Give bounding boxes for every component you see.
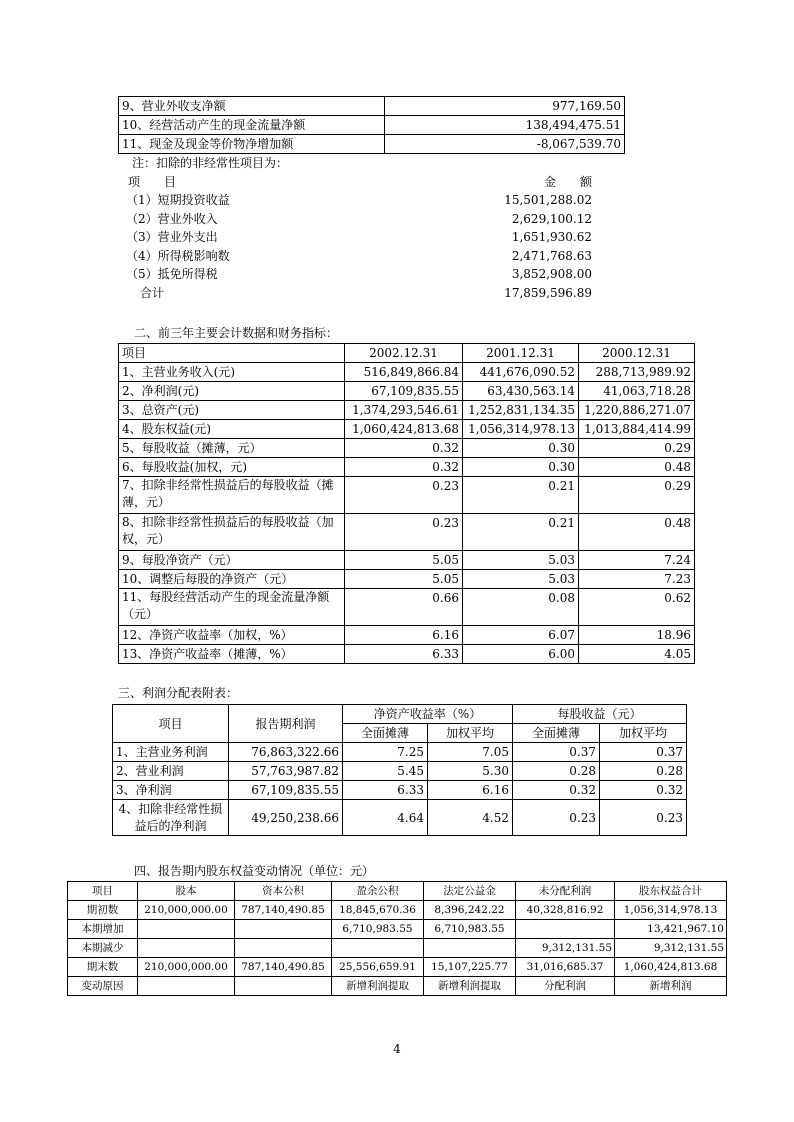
- cell-value: 0.30: [463, 439, 579, 458]
- note-total-value: 17,859,596.89: [504, 285, 592, 300]
- cell-value: 0.32: [345, 458, 463, 477]
- table-row: [113, 800, 687, 836]
- section3-heading: 三、利润分配表附表：: [118, 686, 239, 700]
- note-item: [118, 265, 598, 284]
- column-header: 股本: [138, 882, 235, 901]
- cell-value: [235, 939, 332, 958]
- row-label: 13、净资产收益率（摊薄，%）: [119, 645, 345, 664]
- column-header: 2002.12.31: [345, 344, 463, 363]
- cell-value: 49,250,238.66: [229, 800, 343, 836]
- cell-value: 1,252,831,134.35: [463, 401, 579, 420]
- cell-value: 57,763,987.82: [229, 762, 343, 781]
- note-total: [118, 284, 598, 303]
- note-header: [118, 173, 598, 192]
- cell-value: 15,107,225.77: [424, 958, 516, 977]
- note-item: [118, 191, 598, 210]
- cell-value: 5.45: [343, 762, 428, 781]
- cell-value: 18,845,670.36: [332, 901, 424, 920]
- note-item-value: 2,629,100.12: [511, 211, 592, 226]
- profit-distribution-table: [112, 704, 687, 836]
- section4-heading: 四、报告期内股东权益变动情况（单位：元）: [134, 864, 375, 878]
- column-header: 每股收益（元）: [513, 705, 687, 724]
- cell-value: 新增利润: [615, 977, 727, 996]
- cell-value: [332, 939, 424, 958]
- cell-value: [235, 977, 332, 996]
- row-label: 8、扣除非经常性损益后的每股收益（加权，元）: [119, 514, 345, 551]
- row-value: -8,067,539.70: [385, 135, 625, 154]
- column-header: 2001.12.31: [463, 344, 579, 363]
- cell-value: 5.03: [463, 570, 579, 589]
- cell-value: 67,109,835.55: [229, 781, 343, 800]
- note-item: [118, 210, 598, 229]
- cell-value: 4.05: [579, 645, 695, 664]
- column-header: 报告期利润: [229, 705, 343, 743]
- cell-value: 9,312,131.55: [615, 939, 727, 958]
- table-row: [68, 920, 727, 939]
- cell-value: 1,056,314,978.13: [463, 420, 579, 439]
- table-row: [68, 977, 727, 996]
- row-label: 7、扣除非经常性损益后的每股收益（摊薄，元）: [119, 477, 345, 514]
- row-label: 11、现金及现金等价物净增加额: [119, 135, 385, 154]
- cell-value: 76,863,322.66: [229, 743, 343, 762]
- table-row: [119, 551, 695, 570]
- row-value: 138,494,475.51: [385, 116, 625, 135]
- cell-value: 5.05: [345, 570, 463, 589]
- table-row: [119, 626, 695, 645]
- cell-value: [235, 920, 332, 939]
- note-item-value: 3,852,908.00: [511, 267, 592, 281]
- cell-value: 1,374,293,546.61: [345, 401, 463, 420]
- note-total-label: 合计: [140, 285, 165, 300]
- cell-value: 5.30: [428, 762, 513, 781]
- cell-value: 分配利润: [516, 977, 615, 996]
- note-item-label: （4）所得税影响数: [126, 248, 230, 263]
- cell-value: 0.30: [463, 458, 579, 477]
- cell-value: 6,710,983.55: [332, 920, 424, 939]
- table-row: [68, 958, 727, 977]
- cell-value: 0.37: [600, 743, 687, 762]
- row-label: 期末数: [68, 958, 138, 977]
- row-label: 6、每股收益(加权，元): [119, 458, 345, 477]
- column-header: 项目: [68, 882, 138, 901]
- note-item-label: （3）营业外支出: [126, 230, 218, 244]
- cell-value: 210,000,000.00: [138, 958, 235, 977]
- column-header: 法定公益金: [424, 882, 516, 901]
- cell-value: 288,713,989.92: [579, 363, 695, 382]
- table-row: [113, 781, 687, 800]
- row-label: 11、每股经营活动产生的现金流量净额（元）: [119, 589, 345, 626]
- cell-value: 6.33: [343, 781, 428, 800]
- row-label: 变动原因: [68, 977, 138, 996]
- cell-value: 0.32: [513, 781, 600, 800]
- row-label: 4、股东权益(元): [119, 420, 345, 439]
- cell-value: 0.21: [463, 514, 579, 551]
- cell-value: 13,421,967.10: [615, 920, 727, 939]
- table-row: [119, 382, 695, 401]
- table-row: [119, 439, 695, 458]
- cell-value: 4.52: [428, 800, 513, 836]
- cell-value: 9,312,131.55: [516, 939, 615, 958]
- row-label: 期初数: [68, 901, 138, 920]
- column-header: 盈余公积: [332, 882, 424, 901]
- cell-value: 441,676,090.52: [463, 363, 579, 382]
- row-value: 977,169.50: [385, 97, 625, 116]
- column-subheader: 加权平均: [428, 724, 513, 743]
- column-header: 股东权益合计: [615, 882, 727, 901]
- cashflow-summary-table: [118, 96, 625, 154]
- cell-value: 787,140,490.85: [235, 901, 332, 920]
- cell-value: 0.29: [579, 439, 695, 458]
- cell-value: 1,220,886,271.07: [579, 401, 695, 420]
- cell-value: [424, 939, 516, 958]
- column-subheader: 加权平均: [600, 724, 687, 743]
- table-row: [119, 514, 695, 551]
- cell-value: 1,013,884,414.99: [579, 420, 695, 439]
- cell-value: 0.62: [579, 589, 695, 626]
- cell-value: 18.96: [579, 626, 695, 645]
- note-item: [118, 228, 598, 247]
- cell-value: 新增利润提取: [424, 977, 516, 996]
- row-label: 2、营业利润: [113, 762, 229, 781]
- note-title: 注：扣除的非经常性项目为：: [132, 156, 289, 170]
- cell-value: 0.23: [513, 800, 600, 836]
- note-item-label: （5）抵免所得税: [126, 267, 218, 281]
- table-row: [119, 589, 695, 626]
- cell-value: 7.24: [579, 551, 695, 570]
- cell-value: 0.23: [345, 514, 463, 551]
- cell-value: 67,109,835.55: [345, 382, 463, 401]
- cell-value: 7.05: [428, 743, 513, 762]
- cell-value: 0.32: [345, 439, 463, 458]
- cell-value: 0.32: [600, 781, 687, 800]
- cell-value: 6,710,983.55: [424, 920, 516, 939]
- column-header: 未分配利润: [516, 882, 615, 901]
- row-label: 1、主营业务收入(元): [119, 363, 345, 382]
- cell-value: 0.29: [579, 477, 695, 514]
- table-row: [119, 645, 695, 664]
- row-label: 3、净利润: [113, 781, 229, 800]
- cell-value: 6.16: [428, 781, 513, 800]
- cell-value: 8,396,242.22: [424, 901, 516, 920]
- cell-value: 63,430,563.14: [463, 382, 579, 401]
- table-row: [113, 743, 687, 762]
- cell-value: [138, 939, 235, 958]
- table-row: [68, 939, 727, 958]
- column-header: 项目: [119, 344, 345, 363]
- row-label: 2、净利润(元): [119, 382, 345, 401]
- cell-value: 0.37: [513, 743, 600, 762]
- note-item-value: 2,471,768.63: [511, 248, 592, 263]
- cell-value: 新增利润提取: [332, 977, 424, 996]
- table-row: [119, 363, 695, 382]
- non-recurring-note: [118, 154, 598, 302]
- equity-change-table: [67, 881, 727, 996]
- table-row: [119, 135, 625, 154]
- cell-value: 6.33: [345, 645, 463, 664]
- row-label: 9、营业外收支净额: [119, 97, 385, 116]
- cell-value: 7.23: [579, 570, 695, 589]
- row-label: 3、总资产(元): [119, 401, 345, 420]
- table-row: [119, 458, 695, 477]
- cell-value: [138, 920, 235, 939]
- cell-value: 0.23: [600, 800, 687, 836]
- row-label: 5、每股收益（摊薄，元）: [119, 439, 345, 458]
- cell-value: 31,016,685.37: [516, 958, 615, 977]
- table-row: [119, 116, 625, 135]
- table-row: [119, 420, 695, 439]
- note-item-label: （2）营业外收入: [126, 211, 218, 226]
- cell-value: 1,060,424,813.68: [615, 958, 727, 977]
- column-header: 2000.12.31: [579, 344, 695, 363]
- column-header: 项目: [113, 705, 229, 743]
- cell-value: 41,063,718.28: [579, 382, 695, 401]
- cell-value: 0.48: [579, 514, 695, 551]
- table-row: [119, 477, 695, 514]
- column-header: 资本公积: [235, 882, 332, 901]
- cell-value: 40,328,816.92: [516, 901, 615, 920]
- note-item-value: 1,651,930.62: [511, 230, 592, 244]
- note-item-label: （1）短期投资收益: [126, 193, 230, 207]
- cell-value: 6.16: [345, 626, 463, 645]
- cell-value: 7.25: [343, 743, 428, 762]
- table-header-row: [119, 344, 695, 363]
- note-header-item: 项 目: [128, 174, 177, 189]
- note-item-value: 15,501,288.02: [504, 193, 592, 207]
- cell-value: 0.21: [463, 477, 579, 514]
- table-row: [113, 762, 687, 781]
- cell-value: [138, 977, 235, 996]
- column-subheader: 全面摊薄: [513, 724, 600, 743]
- table-row: [119, 570, 695, 589]
- cell-value: 0.23: [345, 477, 463, 514]
- row-label: 10、经营活动产生的现金流量净额: [119, 116, 385, 135]
- cell-value: 516,849,866.84: [345, 363, 463, 382]
- cell-value: 6.00: [463, 645, 579, 664]
- cell-value: 6.07: [463, 626, 579, 645]
- cell-value: 5.03: [463, 551, 579, 570]
- cell-value: 0.08: [463, 589, 579, 626]
- page-number: 4: [393, 1042, 401, 1056]
- cell-value: 0.48: [579, 458, 695, 477]
- table-header-row: [113, 705, 687, 724]
- cell-value: 4.64: [343, 800, 428, 836]
- cell-value: 5.05: [345, 551, 463, 570]
- row-label: 本期减少: [68, 939, 138, 958]
- cell-value: 210,000,000.00: [138, 901, 235, 920]
- table-row: [119, 97, 625, 116]
- table-row: [68, 901, 727, 920]
- row-label: 12、净资产收益率（加权，%）: [119, 626, 345, 645]
- cell-value: 787,140,490.85: [235, 958, 332, 977]
- table-header-row: [68, 882, 727, 901]
- cell-value: 1,060,424,813.68: [345, 420, 463, 439]
- row-label: 1、主营业务利润: [113, 743, 229, 762]
- column-header: 净资产收益率（%）: [343, 705, 513, 724]
- cell-value: 25,556,659.91: [332, 958, 424, 977]
- financial-indicators-table: [118, 343, 695, 664]
- row-label: 本期增加: [68, 920, 138, 939]
- cell-value: [516, 920, 615, 939]
- note-header-amount: 金 额: [543, 174, 592, 189]
- cell-value: 0.28: [600, 762, 687, 781]
- row-label: 4、扣除非经常性损益后的净利润: [113, 800, 229, 836]
- row-label: 10、调整后每股的净资产（元）: [119, 570, 345, 589]
- cell-value: 0.28: [513, 762, 600, 781]
- cell-value: 0.66: [345, 589, 463, 626]
- column-subheader: 全面摊薄: [343, 724, 428, 743]
- note-item: [118, 247, 598, 266]
- section2-heading: 二、前三年主要会计数据和财务指标：: [134, 326, 339, 340]
- row-label: 9、每股净资产（元）: [119, 551, 345, 570]
- table-row: [119, 401, 695, 420]
- cell-value: 1,056,314,978.13: [615, 901, 727, 920]
